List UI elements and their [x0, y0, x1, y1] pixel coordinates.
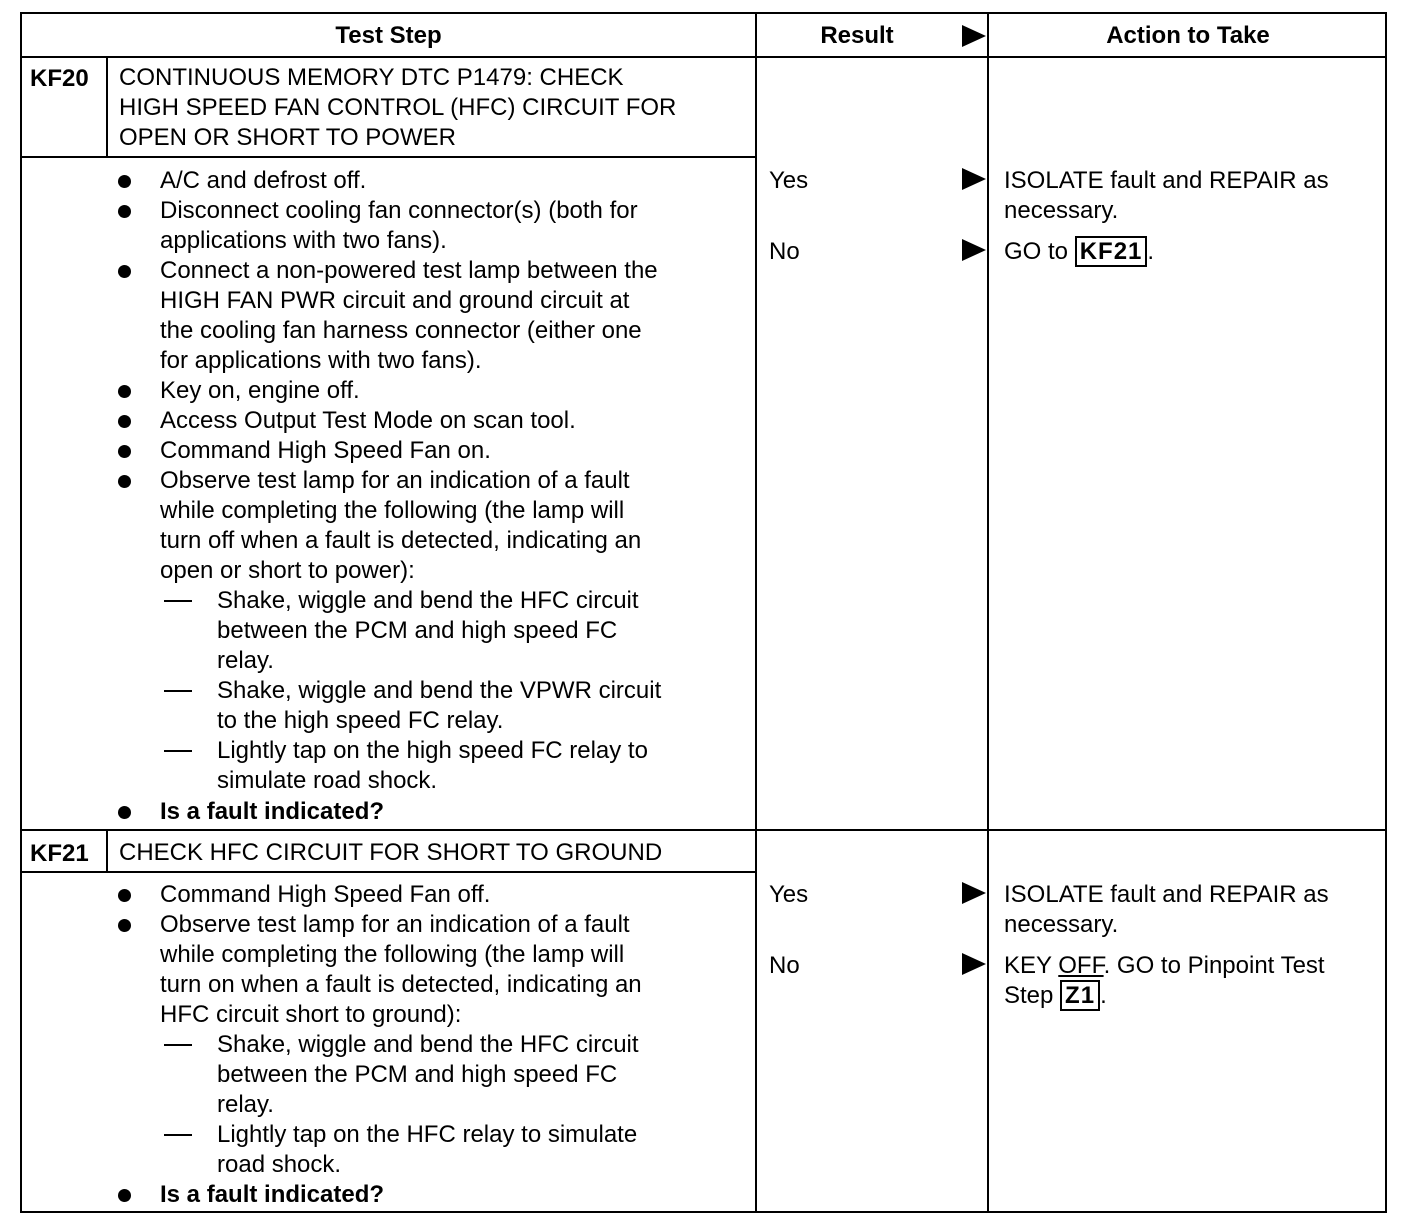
kf20-result-no: No: [769, 238, 800, 265]
kf20-bullet-line: open or short to power):: [160, 557, 415, 584]
header-rule: [22, 56, 1385, 58]
bullet-icon: [118, 385, 131, 398]
header-action: Action to Take: [1106, 22, 1270, 49]
kf20-question: Is a fault indicated?: [160, 798, 385, 825]
kf21-id-divider: [106, 829, 108, 872]
kf20-result-yes: Yes: [769, 167, 809, 194]
kf21-result-yes: Yes: [769, 881, 809, 908]
kf20-title-rule: [22, 156, 755, 158]
dash-icon: [164, 600, 192, 602]
kf21-question: Is a fault indicated?: [160, 1181, 385, 1208]
result-arrow-icon: [962, 239, 986, 261]
kf20-bullet-line: Disconnect cooling fan connector(s) (both for: [160, 197, 638, 224]
kf20-action-no: [1004, 237, 1154, 267]
result-arrow-icon: [962, 882, 986, 904]
kf20-bullet-line: Key on, engine off.: [160, 377, 360, 404]
bullet-icon: [118, 806, 131, 819]
column-divider-action: [987, 14, 989, 1211]
kf21-action-off: OFF: [1058, 952, 1104, 979]
kf20-title-line-1: CONTINUOUS MEMORY DTC P1479: CHECK: [119, 64, 624, 91]
kf20-title-line-2: HIGH SPEED FAN CONTROL (HFC) CIRCUIT FOR: [119, 94, 677, 121]
result-arrow-icon: [962, 953, 986, 975]
kf21-bullet-line: Observe test lamp for an indication of a fault: [160, 911, 630, 938]
kf20-sub-line: between the PCM and high speed FC: [217, 617, 618, 644]
bullet-icon: [118, 175, 131, 188]
kf21-action-no-suffix: .: [1100, 982, 1107, 1009]
header-test-step: Test Step: [335, 22, 442, 49]
bullet-icon: [118, 415, 131, 428]
kf20-bullet-line: while completing the following (the lamp will: [160, 497, 625, 524]
kf20-sub-line: to the high speed FC relay.: [217, 707, 504, 734]
kf21-title: CHECK HFC CIRCUIT FOR SHORT TO GROUND: [119, 839, 663, 866]
kf21-bullet-line: turn on when a fault is detected, indicating an: [160, 971, 642, 998]
kf20-action-yes-line-1: ISOLATE fault and REPAIR as: [1004, 167, 1329, 194]
kf21-bullet-line: while completing the following (the lamp will: [160, 941, 625, 968]
z1-step-reference[interactable]: Z1: [1060, 980, 1100, 1011]
kf21-sub-line: between the PCM and high speed FC: [217, 1061, 618, 1088]
diagnostic-table: [20, 12, 1387, 1213]
bullet-icon: [118, 919, 131, 932]
dash-icon: [164, 1044, 192, 1046]
bullet-icon: [118, 889, 131, 902]
row-separator: [22, 829, 1385, 831]
kf20-sub-line: Shake, wiggle and bend the VPWR circuit: [217, 677, 662, 704]
kf20-bullet-line: Access Output Test Mode on scan tool.: [160, 407, 576, 434]
kf20-action-no-suffix: .: [1147, 238, 1155, 265]
column-divider-result: [755, 14, 757, 1211]
kf21-action-goto: . GO to Pinpoint Test: [1103, 952, 1325, 979]
kf21-result-no: No: [769, 952, 800, 979]
kf21-step-id: KF21: [30, 840, 89, 867]
kf21-action-no-line-1: [1004, 951, 1325, 981]
kf20-bullet-line: Command High Speed Fan on.: [160, 437, 491, 464]
kf21-title-rule: [22, 871, 755, 873]
result-arrow-icon: [962, 168, 986, 190]
header-arrow-icon: [962, 25, 986, 47]
kf20-title-line-3: OPEN OR SHORT TO POWER: [119, 124, 456, 151]
bullet-icon: [118, 475, 131, 488]
kf21-bullet-line: Command High Speed Fan off.: [160, 881, 491, 908]
dash-icon: [164, 750, 192, 752]
kf20-action-no-prefix: GO to: [1004, 238, 1069, 265]
kf21-action-step-label: Step: [1004, 982, 1054, 1009]
kf21-action-yes-line-1: ISOLATE fault and REPAIR as: [1004, 881, 1329, 908]
kf20-bullet-line: applications with two fans).: [160, 227, 447, 254]
kf20-action-yes-line-2: necessary.: [1004, 197, 1119, 224]
kf20-bullet-line: for applications with two fans).: [160, 347, 482, 374]
kf20-bullet-line: Connect a non-powered test lamp between the: [160, 257, 658, 284]
bullet-icon: [118, 445, 131, 458]
header-result: Result: [820, 22, 894, 49]
kf21-action-no-line-2: [1004, 981, 1107, 1011]
kf21-action-key: KEY: [1004, 952, 1052, 979]
bullet-icon: [118, 205, 131, 218]
kf20-bullet-line: Observe test lamp for an indication of a fault: [160, 467, 630, 494]
kf20-bullet-line: A/C and defrost off.: [160, 167, 367, 194]
kf20-sub-line: Shake, wiggle and bend the HFC circuit: [217, 587, 639, 614]
kf20-sub-line: relay.: [217, 647, 274, 674]
kf20-sub-line: simulate road shock.: [217, 767, 438, 794]
dash-icon: [164, 690, 192, 692]
kf21-bullet-line: HFC circuit short to ground):: [160, 1001, 462, 1028]
kf20-id-divider: [106, 56, 108, 158]
bullet-icon: [118, 265, 131, 278]
kf20-step-id: KF20: [30, 65, 89, 92]
kf21-sub-line: relay.: [217, 1091, 274, 1118]
kf21-sub-line: Shake, wiggle and bend the HFC circuit: [217, 1031, 639, 1058]
kf21-step-reference[interactable]: KF21: [1075, 236, 1148, 267]
kf21-action-yes-line-2: necessary.: [1004, 911, 1119, 938]
bullet-icon: [118, 1189, 131, 1202]
dash-icon: [164, 1134, 192, 1136]
kf20-bullet-line: turn off when a fault is detected, indicating an: [160, 527, 642, 554]
kf21-sub-line: Lightly tap on the HFC relay to simulate: [217, 1121, 638, 1148]
kf21-sub-line: road shock.: [217, 1151, 342, 1178]
kf20-bullet-line: HIGH FAN PWR circuit and ground circuit at: [160, 287, 630, 314]
kf20-sub-line: Lightly tap on the high speed FC relay to: [217, 737, 648, 764]
kf20-bullet-line: the cooling fan harness connector (either one: [160, 317, 642, 344]
